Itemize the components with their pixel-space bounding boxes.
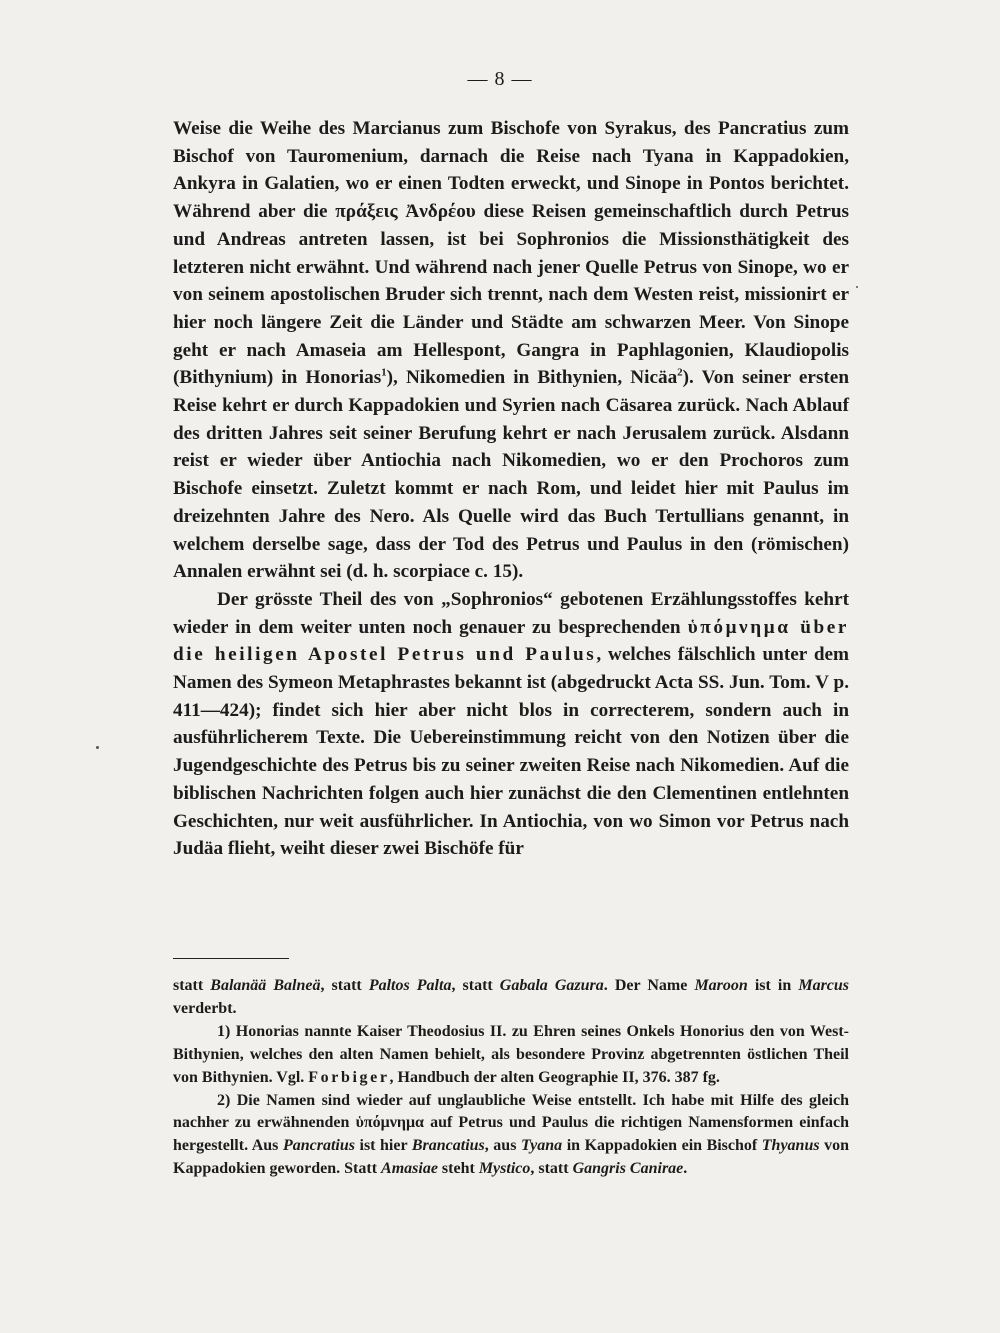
author-name: Forbiger bbox=[308, 1068, 390, 1086]
spaced-title: ὑπόμνημα über die heiligen Apostel Petrus und Paulus bbox=[173, 616, 850, 666]
scan-speck bbox=[856, 286, 858, 288]
main-text bbox=[173, 115, 849, 863]
paragraph-2: Der grösste Theil des von „Sophronios“ gebotenen Erzählungsstoffes kehrt wieder in dem weiter unten noch genauer zu besprechenden ὑπόμνημα über die heiligen Apostel Petrus und Paulus, welches fälschlich unter dem Namen des Symeon Metaphrastes bekannt ist (abgedruckt Acta SS. Jun. Tom. V p. 411—424); findet sich hier aber nicht blos in correcterem, sondern auch in ausführlicherem Texte. Die Uebereinstimmung reicht von den Notizen über die Jugendgeschichte des Petrus bis zu seiner zweiten Reise nach Nikomedien. Auf die biblischen Nachrichten folgen auch hier zunächst die den Clementinen entlehnten Geschichten, nur weit ausführlicher. In Antiochia, von wo Simon vor Petrus nach Judäa flieht, weiht dieser zwei Bischöfe für bbox=[173, 588, 850, 860]
footnote-2: 2) Die Namen sind wieder auf unglaubliche Weise entstellt. Ich habe mit Hilfe des gleich nachher zu erwähnenden ὑπόμνημα auf Petrus und Paulus die richtigen Namensformen einfach hergestellt. Aus Pancratius ist hier Brancatius, aus Tyana in Kappadokien ein Bischof Thyanus von Kappadokien geworden. Statt Amasiae steht Mystico, statt Gangris Canirae. bbox=[173, 1091, 850, 1178]
footnote-divider bbox=[173, 958, 289, 959]
greek-title: πράξεις Ἀνδρέου bbox=[335, 201, 476, 223]
footnote-ref-2[interactable]: 2 bbox=[677, 366, 683, 379]
footnote-ref-1[interactable]: 1 bbox=[381, 366, 387, 379]
footnotes bbox=[173, 975, 849, 1181]
page-number: — 8 — bbox=[467, 68, 533, 90]
footnote-1: 1) Honorias nannte Kaiser Theodosius II. zu Ehren seines Onkels Honorius den von West-Bithynien, welches den alten Namen behielt, als besondere Provinz abgetrennten östlichen Theil von Bithynien. Vgl. Forbiger, Handbuch der alten Geographie II, 376. 387 fg. bbox=[173, 1022, 849, 1086]
paragraph-1: Weise die Weihe des Marcianus zum Bischofe von Syrakus, des Pancratius zum Bischof von Tauromenium, darnach die Reise nach Tyana in Kappadokien, Ankyra in Galatien, wo er einen Todten erweckt, und Sinope in Pontos berichtet. Während aber die πράξεις Ἀνδρέου diese Reisen gemeinschaftlich durch Petrus und Andreas antreten lassen, ist bei Sophronios die Missionsthätigkeit des letzteren nicht erwähnt. Und während nach jener Quelle Petrus von Sinope, wo er von seinem apostolischen Bruder sich trennt, nach dem Westen reist, missionirt er hier noch längere Zeit die Länder und Städte am schwarzen Meer. Von Sinope geht er nach Amaseia am Hellespont, Gangra in Paphlagonien, Klaudiopolis (Bithynium) in Honorias$^1$), Nikomedien in Bithynien, Nicäa$^2$). Von seiner ersten Reise kehrt er durch Kappadokien und Syrien nach Cäsarea zurück. Nach Ablauf des dritten Jahres seit seiner Berufung kehrt er nach Jerusalem zurück. Alsdann reist er wieder über Antiochia nach Nikomedien, wo er den Prochoros zum Bischofe einsetzt. Zuletzt kommt er nach Rom, und leidet hier mit Paulus im dreizehnten Jahre des Nero. Als Quelle wird das Buch Tertullians genannt, in welchem derselbe sage, dass der Tod des Petrus und Paulus in den (römischen) Annalen erwähnt sei (d. h. scorpiace c. 15). bbox=[173, 118, 849, 583]
footnote-continued: statt Balanää Balneä, statt Paltos Palta, statt Gabala Gazura. Der Name Maroon ist in Marcus verderbt. bbox=[173, 977, 850, 1017]
scan-speck bbox=[96, 746, 99, 749]
